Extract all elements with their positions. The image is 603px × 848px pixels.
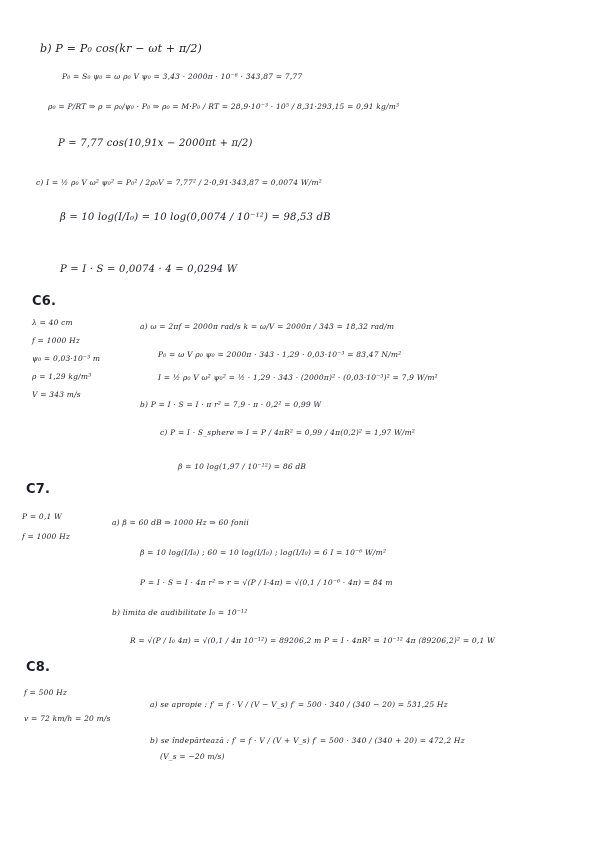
section-c-line-2: β = 10 log(I/I₀) = 10 log(0,0074 / 10⁻¹²) = 98,53 dB: [60, 212, 331, 223]
problem-c8-b-line: b) se îndepărtează : f′ = f · V / (V + V_s) f′ = 500 · 340 / (340 + 20) = 472,2 Hz: [150, 736, 465, 745]
given-item: V = 343 m/s: [32, 390, 81, 399]
section-b-line-1: b) P = P₀ cos(kr − ωt + π/2): [40, 42, 203, 55]
problem-c7-a-line-2: β = 10 log(I/I₀) ; 60 = 10 log(I/I₀) ; log(I/I₀) = 6 I = 10⁻⁶ W/m²: [140, 548, 387, 557]
problem-c8-title: C8.: [26, 660, 51, 675]
section-c-line-1: c) I = ½ ρ₀ V ω² ψ₀² = P₀² / 2ρ₀V = 7,77² / 2·0,91·343,87 = 0,0074 W/m²: [36, 178, 322, 187]
given-item: ψ₀ = 0,03·10⁻³ m: [32, 354, 101, 363]
problem-c7-b-line-1: b) limita de audibilitate I₀ = 10⁻¹²: [112, 608, 248, 617]
problem-c6-a-line-1: a) ω = 2πf = 2000π rad/s k = ω/V = 2000π / 343 = 18,32 rad/m: [140, 322, 395, 331]
problem-c6-a-line-3: I = ½ ρ₀ V ω² ψ₀² = ½ · 1,29 · 343 · (2000π)² · (0,03·10⁻³)² = 7,9 W/m²: [158, 373, 438, 382]
given-item: P = 0,1 W: [22, 512, 62, 521]
problem-c7-a-line-1: a) β = 60 dB ⇒ 1000 Hz ⇒ 60 fonii: [112, 518, 249, 527]
problem-c6-c-line-1: c) P = I · S_sphere ⇒ I = P / 4πR² = 0,99 / 4π(0,2)² = 1,97 W/m²: [160, 428, 416, 437]
given-item: f = 1000 Hz: [32, 336, 80, 345]
given-item: f = 500 Hz: [24, 688, 68, 697]
problem-c7-title: C7.: [26, 482, 51, 497]
section-c-line-3: P = I · S = 0,0074 · 4 = 0,0294 W: [60, 264, 238, 275]
given-item: v = 72 km/h = 20 m/s: [24, 714, 111, 723]
given-item: ρ = 1,29 kg/m³: [32, 372, 92, 381]
problem-c6-b-line: b) P = I · S = I · π r² = 7,9 · π · 0,2² = 0,99 W: [140, 400, 322, 409]
problem-c7-b-line-2: R = √(P / I₀ 4π) = √(0,1 / 4π 10⁻¹²) = 89206,2 m P = I · 4πR² = 10⁻¹² 4π (89206,2)² = 0,1 W: [130, 636, 495, 645]
section-b-line-4: P = 7,77 cos(10,91x − 2000πt + π/2): [58, 138, 253, 149]
section-b-line-2: P₀ = S₀ ψ₀ = ω ρ₀ V ψ₀ = 3,43 · 2000π · 10⁻⁶ · 343,87 = 7,77: [62, 72, 303, 81]
problem-c7-a-line-3: P = I · S = I · 4π r² ⇒ r = √(P / I·4π) = √(0,1 / 10⁻⁶ · 4π) = 84 m: [140, 578, 393, 587]
problem-c6-a-line-2: P₀ = ω V ρ₀ ψ₀ = 2000π · 343 · 1,29 · 0,03·10⁻³ = 83,47 N/m²: [158, 350, 402, 359]
section-b-line-3: ρ₀ = P/RT ⇒ ρ = ρ₀/ψ₀ · P₀ ⇒ ρ₀ = M·P₀ / RT = 28,9·10⁻³ · 10⁵ / 8,31·293,15 = 0,91 kg/m³: [48, 102, 400, 111]
problem-c8-a-line: a) se apropie : f′ = f · V / (V − V_s) f′ = 500 · 340 / (340 − 20) = 531,25 Hz: [150, 700, 448, 709]
problem-c8-b-note: (V_s = −20 m/s): [160, 752, 225, 761]
problem-c6-title: C6.: [32, 294, 57, 309]
given-item: λ = 40 cm: [32, 318, 73, 327]
problem-c6-c-line-2: β = 10 log(1,97 / 10⁻¹²) = 86 dB: [178, 462, 307, 471]
given-item: f = 1000 Hz: [22, 532, 70, 541]
